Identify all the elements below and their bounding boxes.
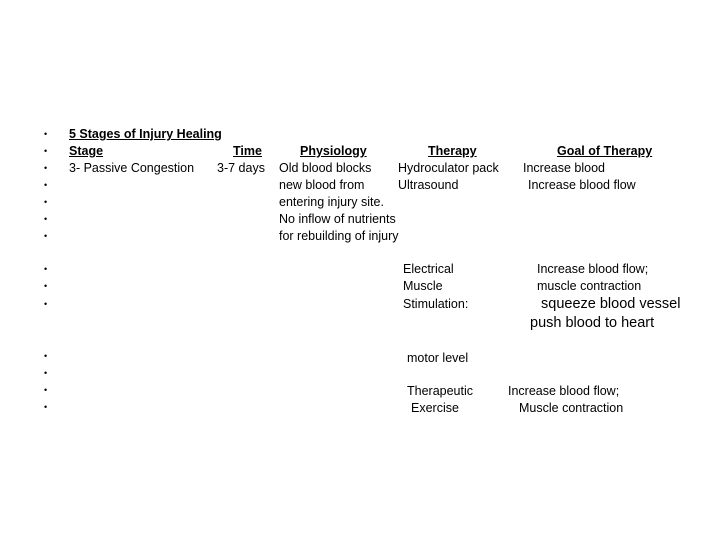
therapy-exercise-line: Therapeutic bbox=[407, 384, 474, 398]
physiology-line: new blood from bbox=[279, 178, 365, 192]
header-goal: Goal of Therapy bbox=[557, 144, 653, 158]
physiology-line: entering injury site. bbox=[279, 195, 384, 209]
bullet: • bbox=[44, 351, 48, 361]
bullet: • bbox=[44, 197, 48, 207]
header-time: Time bbox=[233, 144, 262, 158]
bullet: • bbox=[44, 368, 48, 378]
bullet: • bbox=[44, 146, 48, 156]
bullet: • bbox=[44, 214, 48, 224]
therapy-electrical-line: Muscle bbox=[403, 279, 443, 293]
goal-exercise-line: Increase blood flow; bbox=[508, 384, 620, 398]
goal-electrical-line: push blood to heart bbox=[530, 315, 655, 331]
bullet: • bbox=[44, 299, 48, 309]
bullet: • bbox=[44, 281, 48, 291]
bullet: • bbox=[44, 264, 48, 274]
stage-name: 3- Passive Congestion bbox=[69, 161, 195, 175]
header-stage: Stage bbox=[69, 144, 104, 158]
physiology-line: for rebuilding of injury bbox=[279, 229, 399, 243]
goal-electrical-line: muscle contraction bbox=[537, 279, 642, 293]
bullet: • bbox=[44, 402, 48, 412]
therapy-electrical-line: Electrical bbox=[403, 262, 454, 276]
physiology-line: No inflow of nutrients bbox=[279, 212, 396, 226]
goal-electrical-line: squeeze blood vessel bbox=[541, 296, 681, 312]
physiology-line: Old blood blocks bbox=[279, 161, 372, 175]
goal-exercise-line: Muscle contraction bbox=[519, 401, 624, 415]
bullet: • bbox=[44, 163, 48, 173]
header-therapy: Therapy bbox=[428, 144, 477, 158]
goal-electrical-line: Increase blood flow; bbox=[537, 262, 649, 276]
therapy-hydroculator: Hydroculator pack bbox=[398, 161, 499, 175]
bullet: • bbox=[44, 129, 48, 139]
bullet: • bbox=[44, 385, 48, 395]
therapy-exercise-line: Exercise bbox=[411, 401, 459, 415]
goal-hydroculator: Increase blood bbox=[523, 161, 606, 175]
electrical-level: motor level bbox=[407, 351, 469, 365]
bullet: • bbox=[44, 180, 48, 190]
therapy-ultrasound: Ultrasound bbox=[398, 178, 459, 192]
header-physiology: Physiology bbox=[300, 144, 367, 158]
bullet: • bbox=[44, 231, 48, 241]
page-title: 5 Stages of Injury Healing bbox=[69, 127, 222, 141]
goal-ultrasound: Increase blood flow bbox=[528, 178, 636, 192]
stage-time: 3-7 days bbox=[217, 161, 265, 175]
therapy-electrical-line: Stimulation: bbox=[403, 297, 469, 311]
